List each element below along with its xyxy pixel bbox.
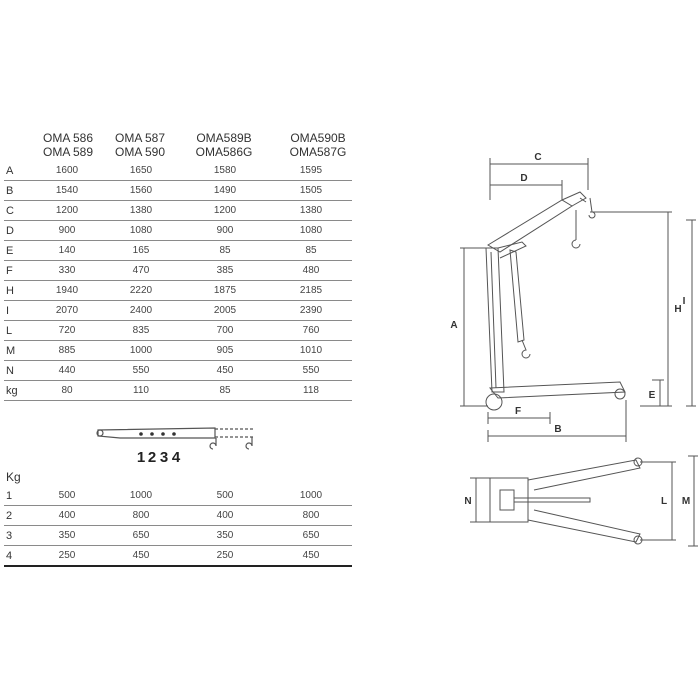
table-cell: 85 [180, 241, 270, 261]
table-cell: 385 [180, 261, 270, 281]
table-row [4, 506, 352, 526]
table-cell: 900 [32, 221, 102, 241]
table-cell: 1595 [270, 161, 352, 181]
row-label: D [4, 221, 32, 241]
load-table [4, 486, 352, 567]
table-cell: 1875 [180, 281, 270, 301]
table-cell: 900 [180, 221, 270, 241]
dimension-line-b [488, 400, 626, 442]
hook-extended-icon [246, 437, 252, 449]
spec-col-header-4 [278, 131, 358, 159]
spec-col-header-3 [184, 131, 264, 159]
table-row [4, 341, 352, 361]
hook-icon [572, 240, 580, 248]
table-row [4, 526, 352, 546]
table-cell: 450 [180, 361, 270, 381]
row-label: B [4, 181, 32, 201]
crane-top-view-drawing [440, 450, 700, 560]
dimension-label-i: I [682, 296, 686, 307]
rear-base-block [490, 478, 528, 522]
dimension-line-c [490, 158, 588, 200]
table-row [4, 486, 352, 506]
row-label: I [4, 301, 32, 321]
table-cell: 1080 [102, 221, 180, 241]
table-cell: 2400 [102, 301, 180, 321]
crane-mast-inner [491, 252, 496, 388]
row-label: 4 [4, 546, 32, 567]
hook-chain [576, 198, 586, 240]
table-cell: 720 [32, 321, 102, 341]
table-cell: 470 [102, 261, 180, 281]
dimension-label-a: A [450, 320, 458, 331]
lower-leg [528, 510, 640, 542]
table-cell: 140 [32, 241, 102, 261]
boom-position-1: 1 [136, 449, 146, 466]
table-cell: 1600 [32, 161, 102, 181]
row-label: H [4, 281, 32, 301]
row-label: C [4, 201, 32, 221]
table-cell: 450 [102, 546, 180, 567]
table-cell: 550 [270, 361, 352, 381]
table-cell: 2185 [270, 281, 352, 301]
boom-position-2: 2 [147, 449, 157, 466]
table-row [4, 281, 352, 301]
hook-main-icon [210, 438, 216, 449]
boom-hole-2 [150, 432, 154, 436]
mast-top-view [500, 490, 514, 510]
table-cell: 1560 [102, 181, 180, 201]
table-cell: 1000 [102, 341, 180, 361]
spec-col-header-2 [100, 131, 180, 159]
spec-col-header-2-line2: OMA 590 [114, 145, 166, 159]
spec-col-header-4-line2: OMA587G [289, 145, 347, 159]
table-row [4, 201, 352, 221]
table-row [4, 161, 352, 181]
table-cell: 400 [180, 506, 270, 526]
dimension-line-i [686, 220, 696, 406]
boom-hole-3 [161, 432, 165, 436]
table-cell: 350 [32, 526, 102, 546]
table-row [4, 546, 352, 567]
hydraulic-ram [510, 250, 524, 342]
spec-col-header-3-line1: OMA589B [196, 131, 252, 145]
table-cell: 2220 [102, 281, 180, 301]
table-cell: 905 [180, 341, 270, 361]
table-cell: 650 [270, 526, 352, 546]
table-cell: 2390 [270, 301, 352, 321]
upper-leg [528, 460, 640, 490]
table-cell: 80 [32, 381, 102, 401]
boom-position-4: 4 [171, 449, 181, 466]
spec-col-header-2-line1: OMA 587 [114, 131, 166, 145]
table-cell: 250 [32, 546, 102, 567]
spec-col-header-1-line2: OMA 589 [42, 145, 94, 159]
table-cell: 1380 [102, 201, 180, 221]
table-cell: 450 [270, 546, 352, 567]
table-row [4, 381, 352, 401]
dimension-label-l: L [660, 496, 668, 507]
table-cell: 1940 [32, 281, 102, 301]
table-cell: 2005 [180, 301, 270, 321]
table-cell: 835 [102, 321, 180, 341]
table-row [4, 221, 352, 241]
table-cell: 1490 [180, 181, 270, 201]
table-cell: 1650 [102, 161, 180, 181]
table-cell: 800 [270, 506, 352, 526]
table-row [4, 181, 352, 201]
crane-base-leg [490, 382, 625, 398]
table-cell: 550 [102, 361, 180, 381]
table-cell: 1200 [32, 201, 102, 221]
crane-boom [488, 200, 572, 252]
table-cell: 650 [102, 526, 180, 546]
row-label: M [4, 341, 32, 361]
row-label: 2 [4, 506, 32, 526]
table-cell: 85 [270, 241, 352, 261]
table-cell: 700 [180, 321, 270, 341]
front-wheel-icon [615, 389, 625, 399]
table-cell: 165 [102, 241, 180, 261]
table-cell: 85 [180, 381, 270, 401]
dimension-line-a [460, 248, 488, 406]
row-label: L [4, 321, 32, 341]
spec-col-header-1-line1: OMA 586 [42, 131, 94, 145]
dimension-label-e: E [648, 390, 656, 401]
boom-extension-dashed [215, 429, 255, 437]
table-cell: 330 [32, 261, 102, 281]
row-label: F [4, 261, 32, 281]
dimension-label-h: H [674, 304, 682, 315]
boom-positions-diagram [90, 418, 270, 468]
table-cell: 1580 [180, 161, 270, 181]
table-row [4, 361, 352, 381]
table-cell: 1080 [270, 221, 352, 241]
table-cell: 480 [270, 261, 352, 281]
table-cell: 800 [102, 506, 180, 526]
rear-wheel-icon [486, 394, 502, 410]
dimension-label-m: M [681, 496, 691, 507]
table-cell: 1200 [180, 201, 270, 221]
dimension-label-n: N [464, 496, 472, 507]
table-row [4, 261, 352, 281]
dimension-label-d: D [520, 173, 528, 184]
row-label: kg [4, 381, 32, 401]
spec-col-header-4-line1: OMA590B [290, 131, 346, 145]
row-label: N [4, 361, 32, 381]
table-row [4, 321, 352, 341]
table-cell: 1540 [32, 181, 102, 201]
crane-side-view-drawing [440, 140, 700, 450]
table-cell: 500 [180, 486, 270, 506]
table-row [4, 301, 352, 321]
boom-position-3: 3 [159, 449, 169, 466]
table-cell: 2070 [32, 301, 102, 321]
dimension-label-c: C [534, 152, 542, 163]
table-cell: 440 [32, 361, 102, 381]
spec-col-header-3-line2: OMA586G [195, 145, 253, 159]
boom-hole-4 [172, 432, 176, 436]
table-row [4, 241, 352, 261]
table-cell: 500 [32, 486, 102, 506]
dimension-label-b: B [554, 424, 562, 435]
dimension-label-f: F [514, 406, 522, 417]
dimension-line-h [590, 212, 672, 406]
hydraulic-ram-rod [522, 340, 530, 358]
table-cell: 760 [270, 321, 352, 341]
row-label: E [4, 241, 32, 261]
boom-arm-outline [98, 428, 215, 438]
row-label: 3 [4, 526, 32, 546]
table-cell: 1380 [270, 201, 352, 221]
boom-top-view [514, 498, 590, 502]
spec-col-header-1 [28, 131, 108, 159]
boom-hole-1 [139, 432, 143, 436]
table-cell: 1505 [270, 181, 352, 201]
table-cell: 118 [270, 381, 352, 401]
spec-table [4, 161, 352, 401]
dimension-line-l [640, 462, 676, 540]
row-label: A [4, 161, 32, 181]
row-label: 1 [4, 486, 32, 506]
table-cell: 1010 [270, 341, 352, 361]
table-cell: 1000 [102, 486, 180, 506]
table-cell: 110 [102, 381, 180, 401]
ram-bracket [498, 242, 526, 258]
load-table-title: Kg [6, 470, 21, 484]
dimension-line-n [470, 478, 490, 522]
table-cell: 885 [32, 341, 102, 361]
table-cell: 1000 [270, 486, 352, 506]
table-cell: 250 [180, 546, 270, 567]
table-cell: 350 [180, 526, 270, 546]
table-cell: 400 [32, 506, 102, 526]
far-hook-icon [589, 198, 595, 218]
